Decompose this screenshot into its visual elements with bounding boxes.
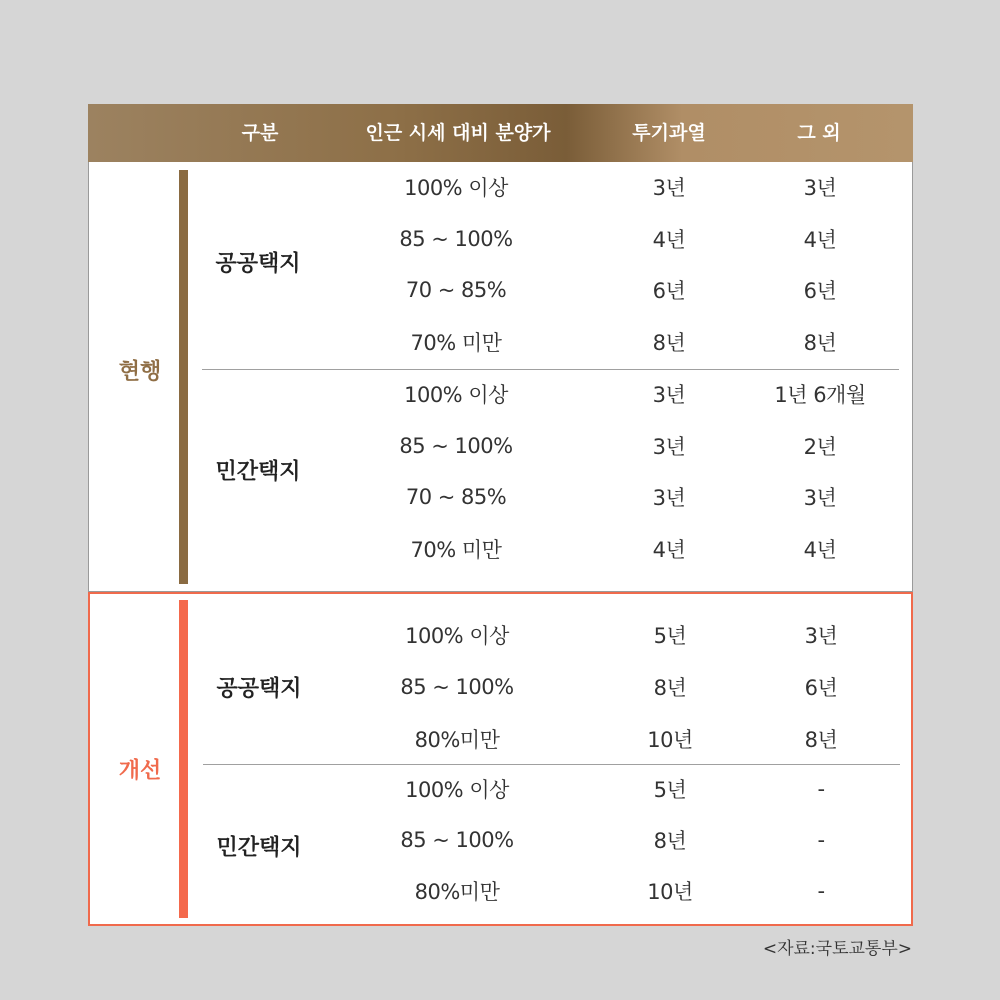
speculative-period-cell: 8년 [652, 331, 686, 356]
price-ratio-cell: 70 ~ 85% [405, 278, 507, 303]
speculative-period-cell: 3년 [652, 176, 686, 200]
category-label: 공공택지 [215, 251, 301, 277]
speculative-period-cell: 4년 [652, 227, 686, 252]
group-divider [203, 764, 900, 765]
speculative-period-cell: 3년 [652, 383, 686, 407]
price-ratio-cell: 80%미만 [414, 880, 500, 904]
price-ratio-cell: 70 ~ 85% [405, 485, 507, 510]
other-period-cell: 4년 [803, 538, 837, 563]
other-period-cell: - [817, 879, 825, 903]
other-period-cell: 6년 [804, 676, 838, 700]
current-bar [179, 170, 188, 584]
other-period-cell: 3년 [804, 624, 838, 648]
improved-bar [179, 600, 188, 918]
category-label: 민간택지 [216, 835, 302, 861]
section-improved [88, 592, 913, 926]
header-category: 구분 [241, 122, 279, 144]
other-period-cell: 4년 [803, 227, 837, 252]
speculative-period-cell: 8년 [653, 676, 687, 700]
price-ratio-cell: 100% 이상 [405, 624, 509, 648]
speculative-period-cell: 5년 [653, 778, 687, 802]
group-divider [202, 369, 899, 370]
price-ratio-cell: 85 ~ 100% [400, 675, 514, 699]
resale-restriction-table [88, 104, 913, 926]
speculative-period-cell: 10년 [647, 880, 693, 904]
period-label-current: 현행 [118, 359, 162, 385]
category-label: 민간택지 [215, 459, 301, 485]
price-ratio-cell: 100% 이상 [404, 383, 508, 407]
other-period-cell: 3년 [803, 486, 837, 511]
speculative-period-cell: 10년 [647, 728, 693, 752]
other-period-cell: 6년 [803, 279, 837, 304]
speculative-period-cell: 4년 [652, 538, 686, 563]
price-ratio-cell: 85 ~ 100% [399, 433, 513, 458]
price-ratio-cell: 70% 미만 [410, 331, 502, 356]
header-other: 그 외 [797, 122, 841, 144]
header-price-ratio: 인근 시세 대비 분양가 [365, 122, 551, 144]
header-speculative-zone: 투기과열 [632, 122, 706, 144]
other-period-cell: - [817, 777, 825, 801]
speculative-period-cell: 3년 [652, 486, 686, 511]
price-ratio-cell: 100% 이상 [404, 176, 508, 200]
other-period-cell: - [817, 828, 825, 852]
price-ratio-cell: 100% 이상 [405, 778, 509, 802]
source-note: <자료:국토교통부> [762, 939, 912, 959]
price-ratio-cell: 80%미만 [414, 728, 500, 752]
price-ratio-cell: 70% 미만 [410, 538, 502, 563]
speculative-period-cell: 5년 [653, 624, 687, 648]
section-current [88, 162, 913, 592]
speculative-period-cell: 6년 [652, 279, 686, 304]
price-ratio-cell: 85 ~ 100% [399, 226, 513, 251]
table-header [88, 104, 913, 162]
other-period-cell: 8년 [803, 331, 837, 356]
other-period-cell: 3년 [803, 176, 837, 200]
speculative-period-cell: 8년 [653, 829, 687, 853]
other-period-cell: 2년 [803, 434, 837, 459]
speculative-period-cell: 3년 [652, 434, 686, 459]
category-label: 공공택지 [216, 676, 302, 702]
price-ratio-cell: 85 ~ 100% [400, 828, 514, 852]
period-label-improved: 개선 [118, 758, 162, 784]
other-period-cell: 1년 6개월 [774, 383, 866, 407]
other-period-cell: 8년 [804, 728, 838, 752]
